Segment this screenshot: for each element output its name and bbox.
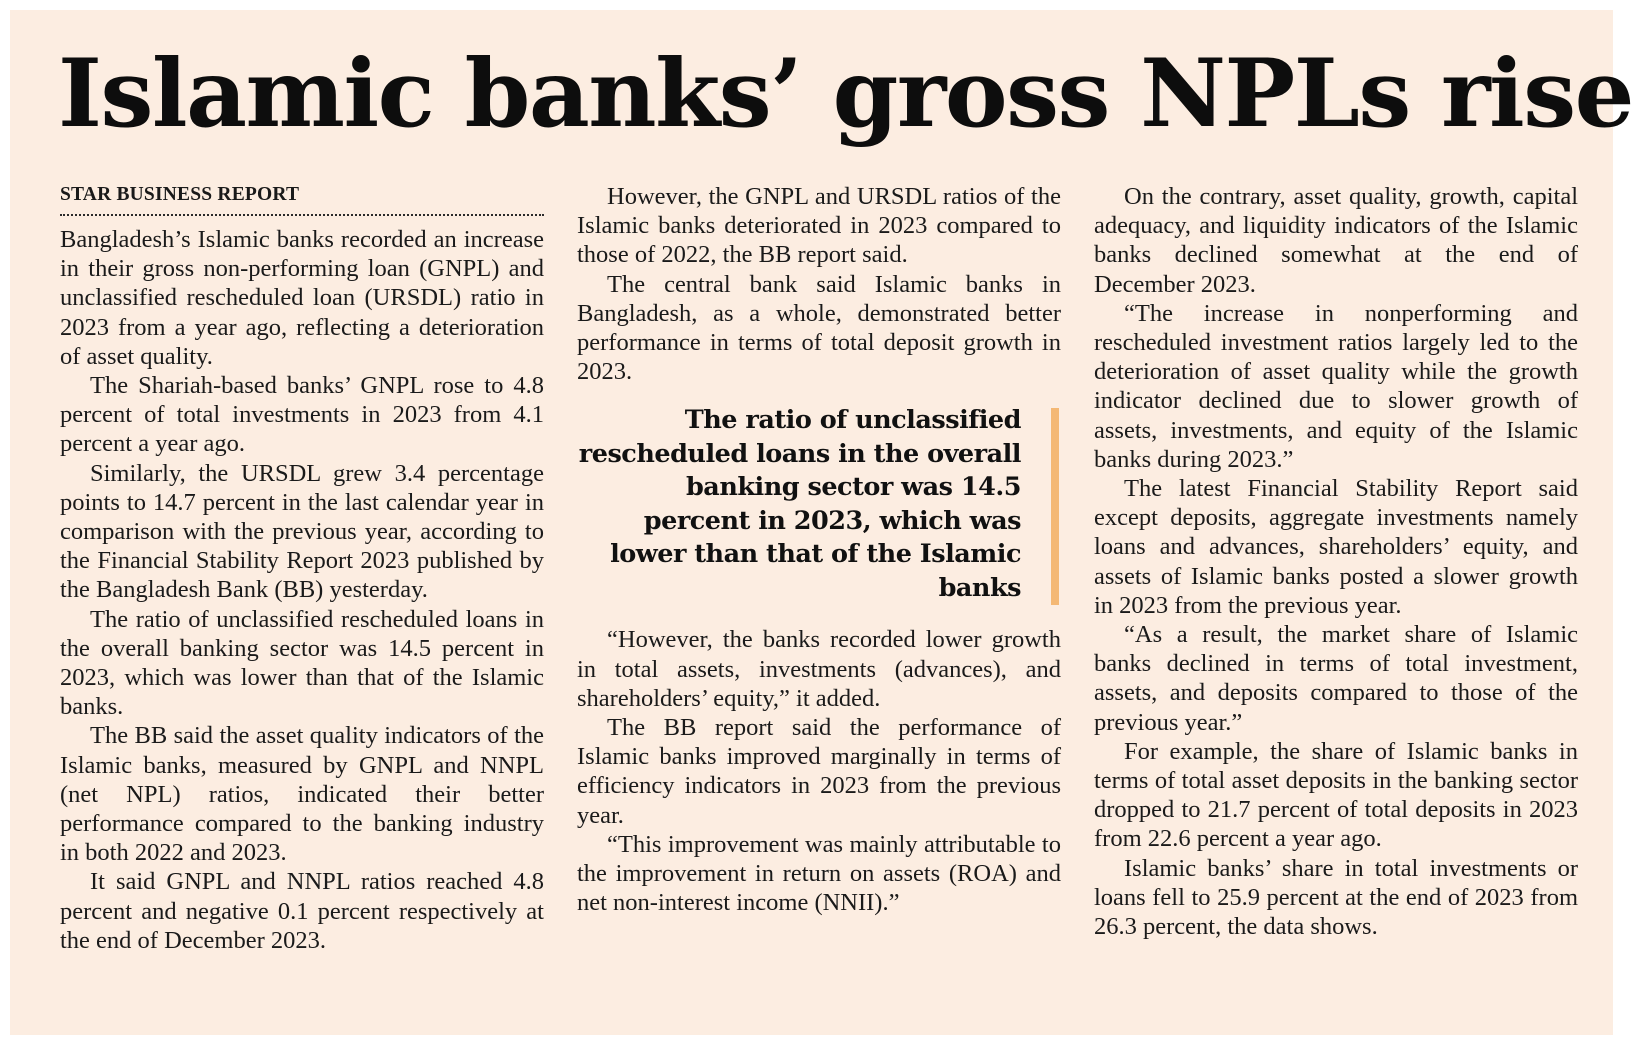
paragraph: “As a result, the market share of Islamic banks declined in terms of total investment, assets, and deposits compared to those of the previous year.” xyxy=(1094,621,1578,736)
byline: STAR BUSINESS REPORT xyxy=(60,182,544,216)
paragraph: For example, the share of Islamic banks in terms of total asset deposits in the banking sector dropped to 21.7 percent of total deposits in 2023 from 22.6 percent a year ago. xyxy=(1094,737,1578,853)
paragraph: Islamic banks’ share in total investments or loans fell to 25.9 percent at the end of 2023 from 26.3 percent, the data shows. xyxy=(1094,854,1578,941)
column-2 xyxy=(577,182,1061,917)
paragraph: The latest Financial Stability Report said except deposits, aggregate investments namely loans and advances, shareholders’ equity, and assets of Islamic banks posted a slower growth in 2023 from the previous year. xyxy=(1094,475,1578,619)
paragraph: It said GNPL and NNPL ratios reached 4.8 percent and negative 0.1 percent respectively at the end of December 2023. xyxy=(60,868,544,954)
paragraph: However, the GNPL and URSDL ratios of the Islamic banks deteriorated in 2023 compared to those of 2022, the BB report said. xyxy=(577,183,1061,269)
paragraph: On the contrary, asset quality, growth, capital adequacy, and liquidity indicators of the Islamic banks declined somewhat at the end of December 2023. xyxy=(1094,183,1578,298)
paragraph: The central bank said Islamic banks in Bangladesh, as a whole, demonstrated better performance in terms of total deposit growth in 2023. xyxy=(577,270,1061,386)
pull-quote xyxy=(577,404,1061,605)
pull-quote-text: The ratio of unclassified rescheduled loans in the overall banking sector was 14.5 percent in 2023, which was lower than that of the Islamic banks xyxy=(578,405,1021,603)
paragraph: Bangladesh’s Islamic banks recorded an increase in their gross non-performing loan (GNPL) and unclassified rescheduled loan (URSDL) ratio in 2023 from a year ago, reflecting a deterioration of asset quality. xyxy=(60,226,544,370)
pull-quote-accent-bar xyxy=(1051,408,1059,605)
paragraph: The Shariah-based banks’ GNPL rose to 4.8 percent of total investments in 2023 from 4.1 percent a year ago. xyxy=(60,372,544,458)
news-clipping xyxy=(10,10,1633,1035)
paragraph: “This improvement was mainly attributable to the improvement in return on assets (ROA) and net non-interest income (NNII).” xyxy=(577,830,1061,917)
paragraph: Similarly, the URSDL grew 3.4 percentage points to 14.7 percent in the last calendar year in comparison with the previous year, according to the Financial Stability Report 2023 published by the Bangladesh Bank (BB) yesterday. xyxy=(60,459,544,604)
paragraph: The ratio of unclassified rescheduled loans in the overall banking sector was 14.5 percent in 2023, which was lower than that of the Islamic banks. xyxy=(60,605,544,721)
headline: Islamic banks’ gross NPLs rise xyxy=(58,39,1633,149)
paragraph: “The increase in nonperforming and rescheduled investment ratios largely led to the deterioration of asset quality while the growth indicator declined due to slower growth of assets, investments, and equity of the Islamic banks during 2023.” xyxy=(1094,299,1578,473)
column-3 xyxy=(1094,182,1578,941)
column-1 xyxy=(60,182,544,955)
paragraph: The BB report said the performance of Islamic banks improved marginally in terms of efficiency indicators in 2023 from the previous year. xyxy=(577,714,1061,829)
paragraph: “However, the banks recorded lower growth in total assets, investments (advances), and shareholders’ equity,” it added. xyxy=(577,626,1061,712)
paragraph: The BB said the asset quality indicators of the Islamic banks, measured by GNPL and NNPL (net NPL) ratios, indicated their better performance compared to the banking industry in both 2022 and 2023. xyxy=(60,722,544,867)
